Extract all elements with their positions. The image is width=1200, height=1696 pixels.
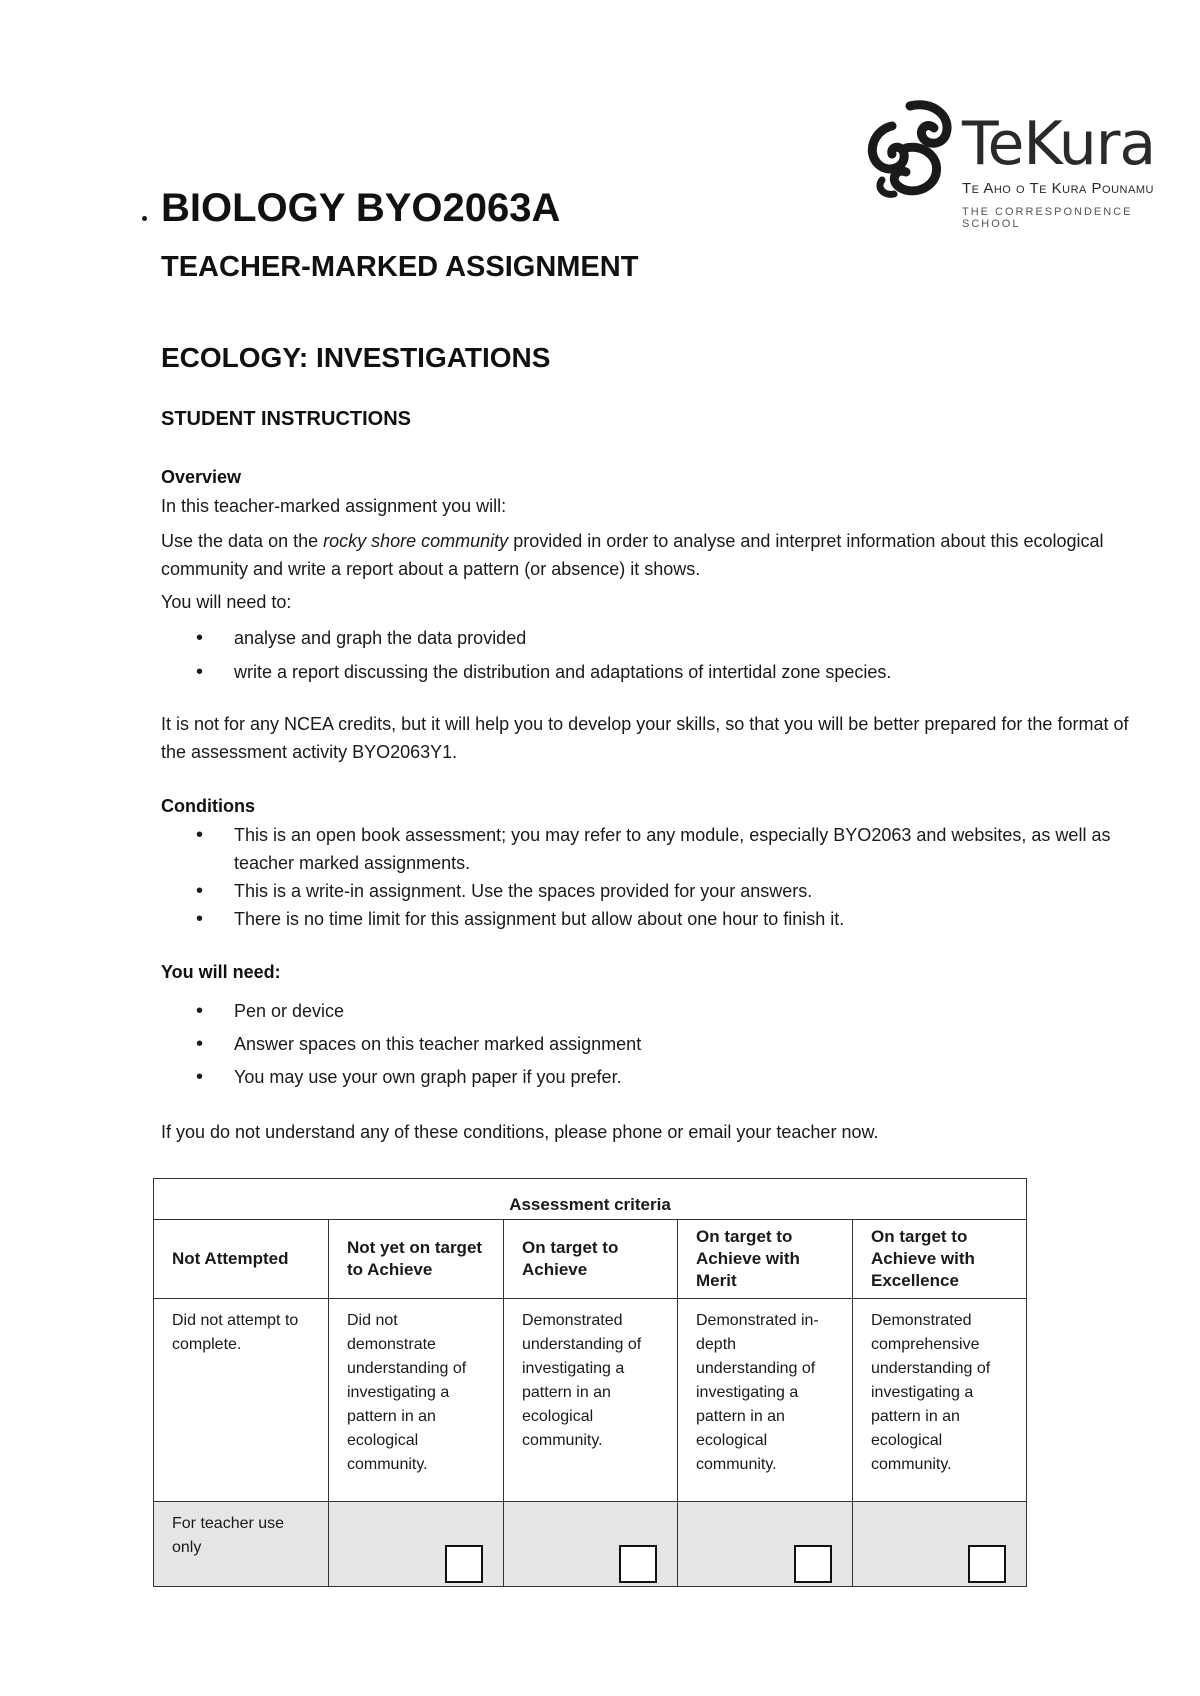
not-yet-achieve-checkbox[interactable] bbox=[445, 1545, 483, 1583]
list-item: • This is an open book assessment; you may refer to any module, especially BYO2063 and websites, as well as teacher marked assignments. bbox=[196, 821, 1116, 877]
criteria-description: Did not attempt to complete. bbox=[154, 1299, 329, 1502]
overview-task bbox=[161, 527, 1151, 583]
table-caption: Assessment criteria bbox=[154, 1179, 1027, 1220]
criteria-description: Demonstrated comprehensive understanding of investigating a pattern in an ecological community. bbox=[853, 1299, 1027, 1502]
list-item: • Answer spaces on this teacher marked assignment bbox=[196, 1028, 1116, 1061]
list-item: • write a report discussing the distribution and adaptations of intertidal zone species. bbox=[196, 655, 1116, 689]
ncea-note: It is not for any NCEA credits, but it will help you to develop your skills, so that you will be better prepared for the format of the assessment activity BYO2063Y1. bbox=[161, 714, 1129, 762]
column-header: Not yet on target to Achieve bbox=[329, 1220, 504, 1299]
table-header-row bbox=[154, 1220, 1027, 1299]
table-row bbox=[154, 1299, 1027, 1502]
column-header: Not Attempted bbox=[154, 1220, 329, 1299]
list-item: • Pen or device bbox=[196, 995, 1116, 1028]
criteria-description: Demonstrated understanding of investigating a pattern in an ecological community. bbox=[504, 1299, 678, 1502]
stray-dot bbox=[142, 216, 147, 221]
you-will-need-label: You will need: bbox=[161, 962, 281, 982]
table-caption-row bbox=[154, 1179, 1027, 1220]
checkbox-cell bbox=[853, 1502, 1027, 1587]
assessment-criteria-table bbox=[153, 1178, 1027, 1587]
excellence-checkbox[interactable] bbox=[968, 1545, 1006, 1583]
logo-subtitle: Te Aho o Te Kura Pounamu bbox=[962, 180, 1154, 197]
need-to-label: You will need to: bbox=[161, 592, 292, 612]
list-item: • You may use your own graph paper if you prefer. bbox=[196, 1061, 1116, 1094]
section-title: STUDENT INSTRUCTIONS bbox=[161, 408, 411, 430]
koru-logo-icon bbox=[862, 100, 958, 200]
logo-wordmark: TeKura bbox=[962, 109, 1156, 179]
checkbox-cell bbox=[329, 1502, 504, 1587]
column-header: On target to Achieve with Excellence bbox=[853, 1220, 1027, 1299]
column-header: On target to Achieve bbox=[504, 1220, 678, 1299]
course-title: BIOLOGY BYO2063A bbox=[161, 186, 561, 230]
list-item: • There is no time limit for this assignment but allow about one hour to finish it. bbox=[196, 905, 1116, 933]
task-text-emphasis: rocky shore community bbox=[323, 531, 509, 551]
task-text-end: provided in order to analyse and interpret information about this ecological community and write a report about a pattern (or absence) it shows. bbox=[161, 531, 1104, 579]
merit-checkbox[interactable] bbox=[794, 1545, 832, 1583]
tekura-logo bbox=[862, 100, 1162, 230]
teacher-use-label: For teacher use only bbox=[154, 1502, 329, 1587]
overview-label: Overview bbox=[161, 467, 242, 487]
teacher-use-row bbox=[154, 1502, 1027, 1587]
list-item: • This is a write-in assignment. Use the spaces provided for your answers. bbox=[196, 877, 1116, 905]
checkbox-cell bbox=[504, 1502, 678, 1587]
criteria-description: Demonstrated in-depth understanding of investigating a pattern in an ecological community. bbox=[678, 1299, 853, 1502]
task-text-start: Use the data on the bbox=[161, 531, 324, 551]
column-header: On target to Achieve with Merit bbox=[678, 1220, 853, 1299]
checkbox-cell bbox=[678, 1502, 853, 1587]
need-bullets bbox=[196, 995, 1116, 1094]
conditions-label: Conditions bbox=[161, 796, 255, 816]
list-item: • analyse and graph the data provided bbox=[196, 621, 1116, 655]
conditions-bullets bbox=[196, 821, 1116, 933]
assignment-type: TEACHER-MARKED ASSIGNMENT bbox=[161, 251, 639, 283]
topic-title: ECOLOGY: INVESTIGATIONS bbox=[161, 342, 551, 373]
logo-tagline: THE CORRESPONDENCE SCHOOL bbox=[962, 206, 1133, 230]
contact-note: If you do not understand any of these conditions, please phone or email your teacher now. bbox=[161, 1122, 879, 1142]
achieve-checkbox[interactable] bbox=[619, 1545, 657, 1583]
criteria-description: Did not demonstrate understanding of investigating a pattern in an ecological community. bbox=[329, 1299, 504, 1502]
overview-intro: In this teacher-marked assignment you will: bbox=[161, 496, 507, 516]
overview-bullets bbox=[196, 621, 1116, 689]
